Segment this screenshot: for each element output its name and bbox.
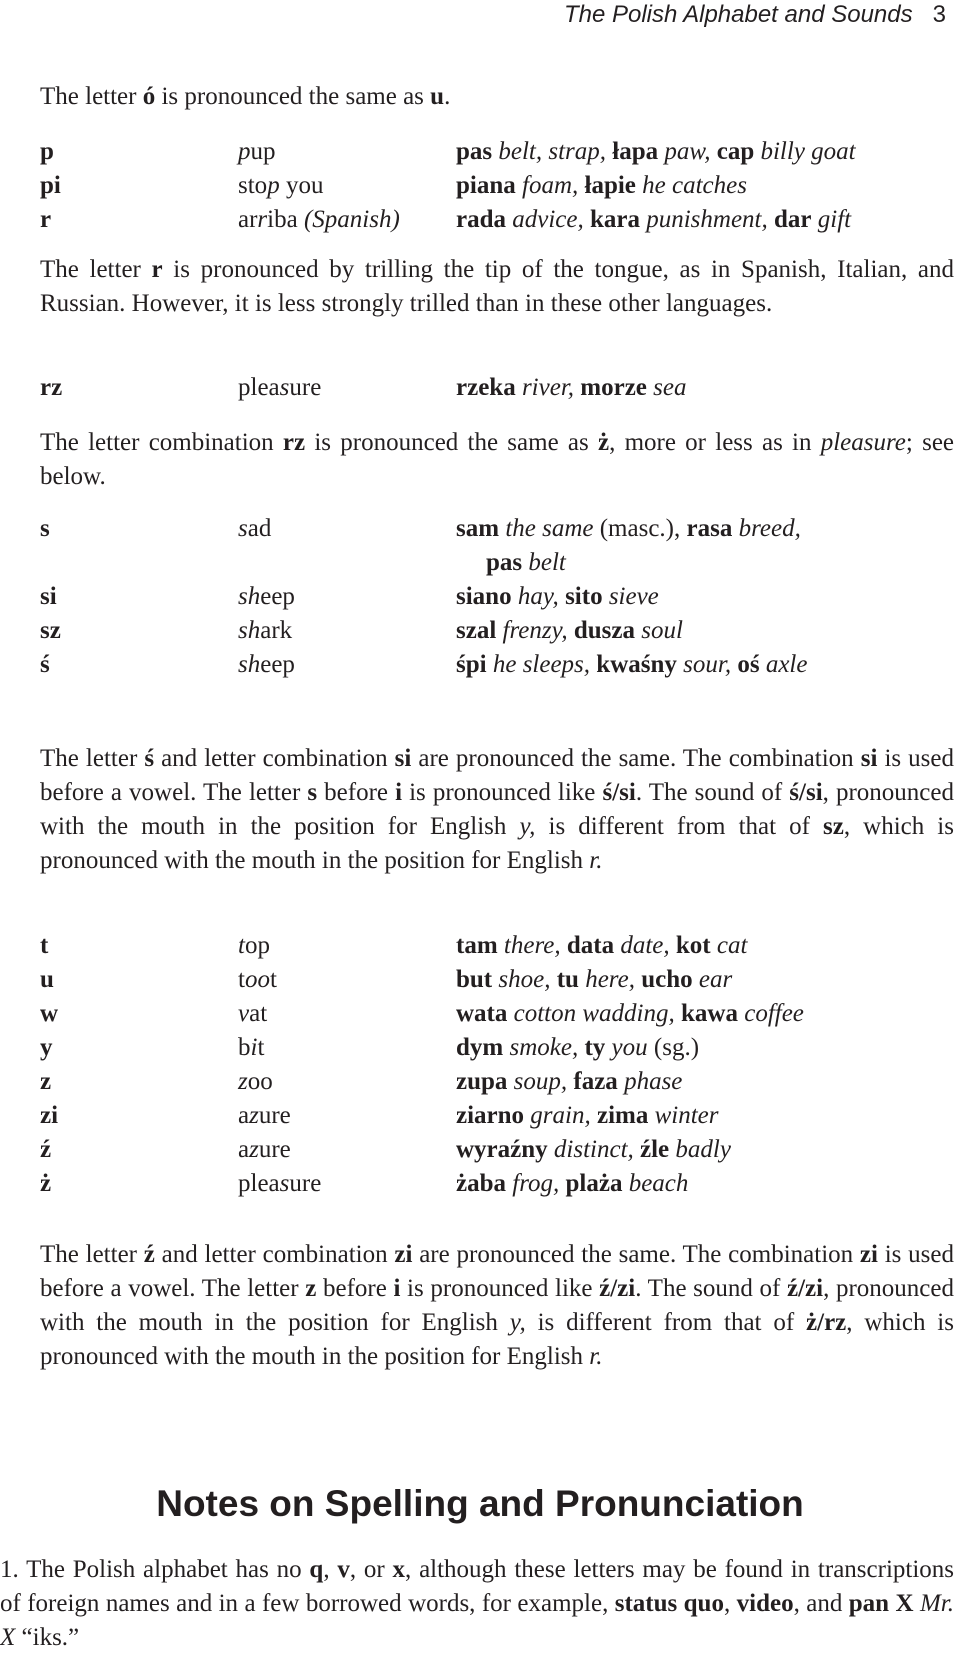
sound-highlight: p [238,138,251,165]
letter-term: ż/rz [806,1309,847,1336]
gloss: he sleeps, [486,651,591,678]
letter-term: i [393,1275,401,1302]
polish-word: rzeka [456,374,516,401]
text-run: are pronounced the same. The combination [411,745,861,772]
text-run: iba [267,206,298,233]
text-run: ad [247,515,272,542]
polish-word: zupa [456,1068,508,1095]
polish-word: pan X [848,1590,914,1617]
example-cell [238,929,270,963]
table-row [40,512,954,546]
table-row [40,203,954,237]
gloss: frenzy, [496,617,568,644]
gloss: grain, [524,1102,591,1129]
polish-word: but [456,966,493,993]
text-run: t [269,966,277,993]
gloss: frog, [506,1170,560,1197]
text-run: , although these letters may be found in transcriptions of foreign names and in a few borrowed words, for example, [0,1556,955,1617]
example-cell [238,135,276,169]
example-cell [238,512,271,546]
gloss: river, [515,374,575,401]
gloss: badly [669,1136,731,1163]
gloss: hay, [511,583,559,610]
text-run: ar [238,206,258,233]
polish-word: kwaśny [590,651,677,678]
letter-term: ź/zi [787,1275,824,1302]
english-word: y, [509,1309,526,1336]
gloss: billy goat [754,138,856,165]
gloss: winter [648,1102,719,1129]
letter-term: ś [144,745,155,772]
polish-word: siano [456,583,512,610]
polish-word: łapa [606,138,659,165]
letter-term: zi [859,1241,878,1268]
language-note: (Spanish) [297,206,400,233]
polish-word: tu [550,966,579,993]
text-run: is different from that of [535,813,823,840]
text-run: t [257,1034,265,1061]
gloss: Mr. X [0,1590,955,1651]
polish-word: sam [456,515,500,542]
text-run: sto [238,172,268,199]
polish-word: rasa [680,515,733,542]
letter-term: ó [142,83,156,110]
polish-word: morze [574,374,647,401]
words-cell [456,1167,688,1201]
letter-term: ś/si [789,779,823,806]
letter-cell: w [40,1000,59,1027]
polish-word: cap [710,138,755,165]
example-cell [238,1031,264,1065]
text-run: . [444,83,451,110]
paragraph-rz [40,426,954,494]
text-run: , pronounced with the mouth in the position for English [40,779,954,840]
letter-cell: y [40,1034,53,1061]
running-header [564,0,946,30]
words-cell [456,1133,731,1167]
gloss: he catches [635,172,747,199]
gloss: there, [497,932,561,959]
words-cell [456,169,747,203]
text-run: op [244,932,270,959]
example-cell [238,1065,273,1099]
polish-word: piana [456,172,516,199]
text-run: eep [260,651,295,678]
table-row [40,997,954,1031]
polish-word: szal [456,617,497,644]
table-row-continuation [40,546,954,580]
letter-cell: si [40,583,57,610]
text-run: t [238,966,245,993]
grammar-note: (sg.) [647,1034,700,1061]
letter-term: s [307,779,318,806]
gloss: phase [617,1068,683,1095]
polish-word: śpi [456,651,487,678]
gloss: sea [646,374,687,401]
table-row [40,1065,954,1099]
sound-highlight: oo [244,966,270,993]
gloss: you [605,1034,648,1061]
table-row [40,1133,954,1167]
gloss: sour, [676,651,732,678]
polish-word: video [736,1590,794,1617]
intro-paragraph [40,80,954,114]
text-run: ure [258,1136,291,1163]
letter-term: x [392,1556,406,1583]
text-run: The letter [40,745,145,772]
letter-cell: ż [40,1170,52,1197]
polish-word: wata [456,1000,508,1027]
letter-term: rz [282,429,306,456]
polish-word: tam [456,932,498,959]
section-heading: Notes on Spelling and Pronunciation [156,1483,804,1524]
gloss: axle [759,651,808,678]
letter-term: zi [394,1241,413,1268]
words-cell [456,997,804,1031]
gloss: belt [522,549,566,576]
text-run: , and [793,1590,849,1617]
words-cell [486,546,566,580]
words-cell [456,203,851,237]
gloss: ear [692,966,733,993]
text-run: “iks.” [15,1624,80,1651]
table-row [40,371,954,405]
letter-term: ż [597,429,610,456]
letter-term: ś/si [602,779,636,806]
table-row [40,648,954,682]
pronunciation-table-p-r [40,135,954,237]
gloss: soul [634,617,683,644]
words-cell [456,1031,699,1065]
text-run: ure [289,1170,322,1197]
gloss: sieve [602,583,659,610]
gloss: gift [811,206,852,233]
text-run: , which is pronounced with the mouth in the position for English [40,1309,954,1370]
polish-word: dusza [567,617,635,644]
letter-cell: sz [40,617,61,644]
text-run: ark [260,617,293,644]
text-run: is different from that of [525,1309,807,1336]
words-cell [456,614,683,648]
text-run: , or [349,1556,393,1583]
example-cell [238,963,277,997]
text-run: is used before a vowel. The letter [40,1241,954,1302]
gloss: date, [614,932,670,959]
text-run: a [238,1102,250,1129]
example-cell [238,580,295,614]
polish-word: ucho [634,966,693,993]
polish-word: rada [456,206,506,233]
letter-cell: u [40,966,54,993]
text-run: and letter combination [154,1241,395,1268]
text-run: is pronounced like [400,1275,600,1302]
sound-highlight: s [238,515,248,542]
text-run: , [723,1590,737,1617]
example-cell [238,169,323,203]
sound-highlight: r [257,206,268,233]
grammar-note: (masc.), [593,515,681,542]
sound-highlight: sh [238,651,261,678]
letter-cell: ź [40,1136,52,1163]
table-row [40,1099,954,1133]
gloss: paw, [658,138,711,165]
example-cell [238,648,295,682]
example-cell [238,203,400,237]
text-run: and letter combination [154,745,395,772]
letter-cell: pi [40,172,61,199]
text-run: you [279,172,324,199]
sound-highlight: z [238,1068,248,1095]
text-run: The letter [40,1241,144,1268]
table-row [40,614,954,648]
gloss: shoe, [492,966,551,993]
text-run: b [238,1034,251,1061]
letter-term: si [860,745,878,772]
letter-term: u [430,83,445,110]
polish-word: wyraźny [456,1136,548,1163]
text-run: The letter combination [40,429,283,456]
text-run: . The sound of [635,779,790,806]
polish-word: dym [456,1034,504,1061]
text-run: 1. The Polish alphabet has no [0,1556,310,1583]
english-word: y, [519,813,536,840]
polish-word: status quo [614,1590,724,1617]
sound-highlight: sh [238,583,261,610]
words-cell [456,963,732,997]
paragraph-z [40,1238,954,1374]
example-cell [238,1133,291,1167]
text-run: The letter [40,256,152,283]
letter-term: v [337,1556,350,1583]
polish-word: łapie [578,172,636,199]
polish-word: data [560,932,615,959]
polish-word: żaba [456,1170,506,1197]
table-row [40,580,954,614]
text-run: ure [258,1102,291,1129]
example-cell [238,614,292,648]
letter-cell: s [40,515,50,542]
letter-term: si [394,745,412,772]
words-cell [456,135,856,169]
letter-cell: p [40,138,54,165]
letter-cell: rz [40,374,63,401]
text-run: ure [289,374,322,401]
table-row [40,1031,954,1065]
table-row [40,169,954,203]
letter-cell: z [40,1068,52,1095]
words-cell [456,929,747,963]
text-run: plea [238,374,280,401]
text-run: , [323,1556,338,1583]
gloss: advice, [506,206,584,233]
gloss: the same [499,515,594,542]
letter-cell: zi [40,1102,59,1129]
text-run: , which is pronounced with the mouth in the position for English [40,813,954,874]
sound-highlight: z [249,1136,259,1163]
letter-term: ź/zi [599,1275,636,1302]
letter-cell: t [40,932,49,959]
polish-word: kot [669,932,711,959]
text-run: The letter [40,83,143,110]
english-word: r. [589,847,603,874]
gloss: cotton wadding, [507,1000,675,1027]
text-run: plea [238,1170,280,1197]
text-run: ; see below. [40,429,955,490]
polish-word: oś [731,651,760,678]
text-run: , pronounced with the mouth in the position for English [40,1275,954,1336]
letter-term: z [305,1275,317,1302]
example-cell [238,1099,291,1133]
text-run: before [317,779,396,806]
text-run: , more or less as in [609,429,821,456]
letter-cell: ś [40,651,50,678]
sound-highlight: s [279,1170,290,1197]
polish-word: pas [456,138,493,165]
example-cell [238,1167,321,1201]
words-cell [456,580,659,614]
polish-word: ziarno [456,1102,525,1129]
gloss: belt, strap, [492,138,607,165]
words-cell [456,648,807,682]
text-run: at [249,1000,268,1027]
page-number: 3 [932,1,946,28]
table-row [40,929,954,963]
sound-highlight: s [279,374,290,401]
text-run: oo [247,1068,273,1095]
polish-word: pas [486,549,523,576]
letter-term: i [395,779,403,806]
table-row [40,1167,954,1201]
words-cell [456,1065,682,1099]
pronunciation-table-t-z [40,929,954,1201]
text-run: is pronounced by trilling the tip of the tongue, as in Spanish, Italian, and Russian. However, it is less strongly trilled than in these other languages. [40,256,954,317]
text-run: up [250,138,276,165]
gloss: distinct, [547,1136,634,1163]
text-run: a [238,1136,250,1163]
gloss: soup, [507,1068,568,1095]
letter-term: q [309,1556,324,1583]
text-run: is pronounced the same as [155,83,431,110]
polish-word: dar [767,206,812,233]
english-word: r. [589,1343,603,1370]
gloss: smoke, [503,1034,579,1061]
paragraph-s [40,742,954,878]
table-row [40,135,954,169]
sound-highlight: sh [238,617,261,644]
text-run: . The sound of [635,1275,787,1302]
sound-highlight: v [238,1000,250,1027]
polish-word: faza [567,1068,618,1095]
letter-term: ź [143,1241,155,1268]
text-run: are pronounced the same. The combination [412,1241,860,1268]
words-cell [456,1099,719,1133]
sound-highlight: t [238,932,245,959]
words-cell [456,371,686,405]
letter-term: r [151,256,163,283]
polish-word: ty [578,1034,606,1061]
sound-highlight: i [250,1034,258,1061]
letter-term: sz [823,813,844,840]
polish-word: plaża [559,1170,623,1197]
words-cell [456,512,801,546]
sound-highlight: p [267,172,280,199]
polish-word: kawa [674,1000,738,1027]
example-cell [238,371,321,405]
gloss: beach [622,1170,689,1197]
running-title: The Polish Alphabet and Sounds [563,1,913,28]
polish-word: zima [590,1102,649,1129]
table-row [40,963,954,997]
gloss: foam, [515,172,579,199]
text-run: before [316,1275,394,1302]
paragraph-r [40,253,954,321]
polish-word: sito [558,583,603,610]
gloss: cat [710,932,748,959]
gloss: here, [578,966,635,993]
gloss: coffee [737,1000,804,1027]
text-run: is pronounced the same as [305,429,598,456]
gloss: breed, [732,515,801,542]
text-run: is used before a vowel. The letter [40,745,954,806]
polish-word: źle [633,1136,670,1163]
letter-cell: r [40,206,52,233]
gloss: punishment, [639,206,768,233]
text-run: eep [260,583,295,610]
polish-word: kara [583,206,640,233]
pronunciation-table-rz [40,371,954,405]
sound-highlight: z [249,1102,259,1129]
english-word: pleasure [820,429,906,456]
example-cell [238,997,267,1031]
pronunciation-table-s [40,512,954,682]
note-item-1 [0,1553,954,1655]
text-run: is pronounced like [402,779,603,806]
